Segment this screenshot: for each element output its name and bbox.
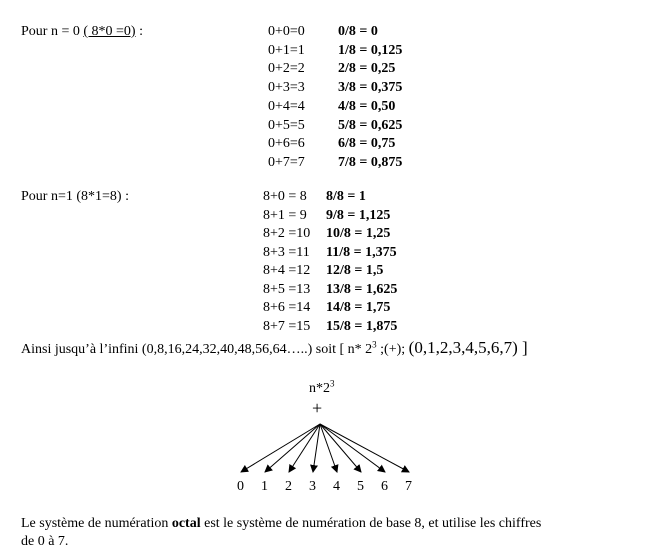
division-cell: 9/8 = 1,125 — [326, 207, 391, 223]
conclusion-part1: Le système de numération — [21, 516, 172, 531]
ainsi-after: ;(+); — [376, 342, 406, 357]
diagram-arrow — [320, 424, 337, 472]
diagram-digit: 6 — [381, 479, 388, 494]
section1-label: Pour n=1 (8*1=8) : — [21, 189, 129, 204]
diagram-digit: 3 — [309, 479, 316, 494]
division-cell: 12/8 = 1,5 — [326, 263, 384, 278]
sum-cell: 0+0=0 — [268, 24, 305, 39]
division-cell: 11/8 = 1,375 — [326, 244, 397, 260]
ainsi-close: ] — [517, 338, 528, 357]
diagram-top-base: n*2 — [309, 381, 330, 396]
section0-label-colon: : — [135, 24, 143, 39]
diagram-digit: 1 — [261, 479, 268, 494]
diagram-digit: 4 — [333, 479, 340, 494]
section0-label-prefix: Pour n = 0 — [21, 24, 80, 39]
sum-cell: 8+7 =15 — [263, 318, 311, 334]
diagram-arrow — [241, 424, 320, 472]
diagram-arrow — [265, 424, 320, 472]
sum-cell: 0+6=6 — [268, 136, 305, 152]
sum-cell: 8+0 = 8 — [263, 189, 307, 204]
conclusion-octal: octal — [171, 516, 201, 531]
diagram-digit: 7 — [405, 479, 412, 494]
sum-cell: 0+4=4 — [268, 98, 305, 114]
diagram-top-exponent: 3 — [330, 378, 335, 389]
division-cell: 13/8 = 1,625 — [326, 281, 398, 297]
diagram-digit: 0 — [237, 479, 244, 494]
sum-cell: 8+4 =12 — [263, 263, 311, 278]
sum-cell: 8+6 =14 — [263, 300, 311, 315]
division-cell: 6/8 = 0,75 — [338, 136, 396, 152]
diagram-arrow — [313, 424, 320, 472]
division-cell: 3/8 = 0,375 — [338, 80, 403, 96]
division-cell: 1/8 = 0,125 — [338, 42, 403, 58]
sum-cell: 0+2=2 — [268, 61, 305, 77]
sum-cell: 8+2 =10 — [263, 226, 311, 241]
ainsi-text: Ainsi jusqu’à l’infini (0,8,16,24,32,40,48,56,64…..) soit [ n* 2 — [21, 342, 373, 357]
diagram-arrow — [320, 424, 409, 472]
division-cell: 14/8 = 1,75 — [326, 300, 391, 315]
division-cell: 5/8 = 0,625 — [338, 117, 403, 133]
division-cell: 8/8 = 1 — [326, 189, 366, 204]
conclusion-line-1 — [21, 515, 541, 532]
division-cell: 10/8 = 1,25 — [326, 226, 391, 241]
sum-cell: 0+7=7 — [268, 154, 305, 170]
conclusion-line-2: de 0 à 7. — [21, 534, 69, 549]
sum-cell: 8+3 =11 — [263, 244, 310, 260]
diagram-digit: 2 — [285, 479, 292, 494]
diagram-arrow — [320, 424, 361, 472]
sum-cell: 0+1=1 — [268, 42, 305, 58]
division-cell: 2/8 = 0,25 — [338, 61, 396, 77]
ainsi-digits: (0,1,2,3,4,5,6,7) — [408, 338, 518, 357]
conclusion-part2: est le système de numération de base 8, et utilise les chiffres — [200, 516, 542, 531]
division-cell: 0/8 = 0 — [338, 24, 378, 39]
division-cell: 7/8 = 0,875 — [338, 154, 403, 170]
sum-cell: 0+3=3 — [268, 80, 305, 96]
diagram-digit: 5 — [357, 479, 364, 494]
division-cell: 4/8 = 0,50 — [338, 98, 396, 114]
sum-cell: 8+5 =13 — [263, 281, 311, 297]
section0-label-paren: ( 8*0 =0) — [83, 24, 136, 39]
diagram-arrow — [320, 424, 385, 472]
sum-cell: 8+1 = 9 — [263, 207, 307, 223]
division-cell: 15/8 = 1,875 — [326, 318, 398, 334]
diagram-arrow — [289, 424, 320, 472]
ainsi-exponent: 3 — [372, 339, 377, 350]
sum-cell: 0+5=5 — [268, 117, 305, 133]
diagram-plus-sign: + — [312, 398, 323, 418]
